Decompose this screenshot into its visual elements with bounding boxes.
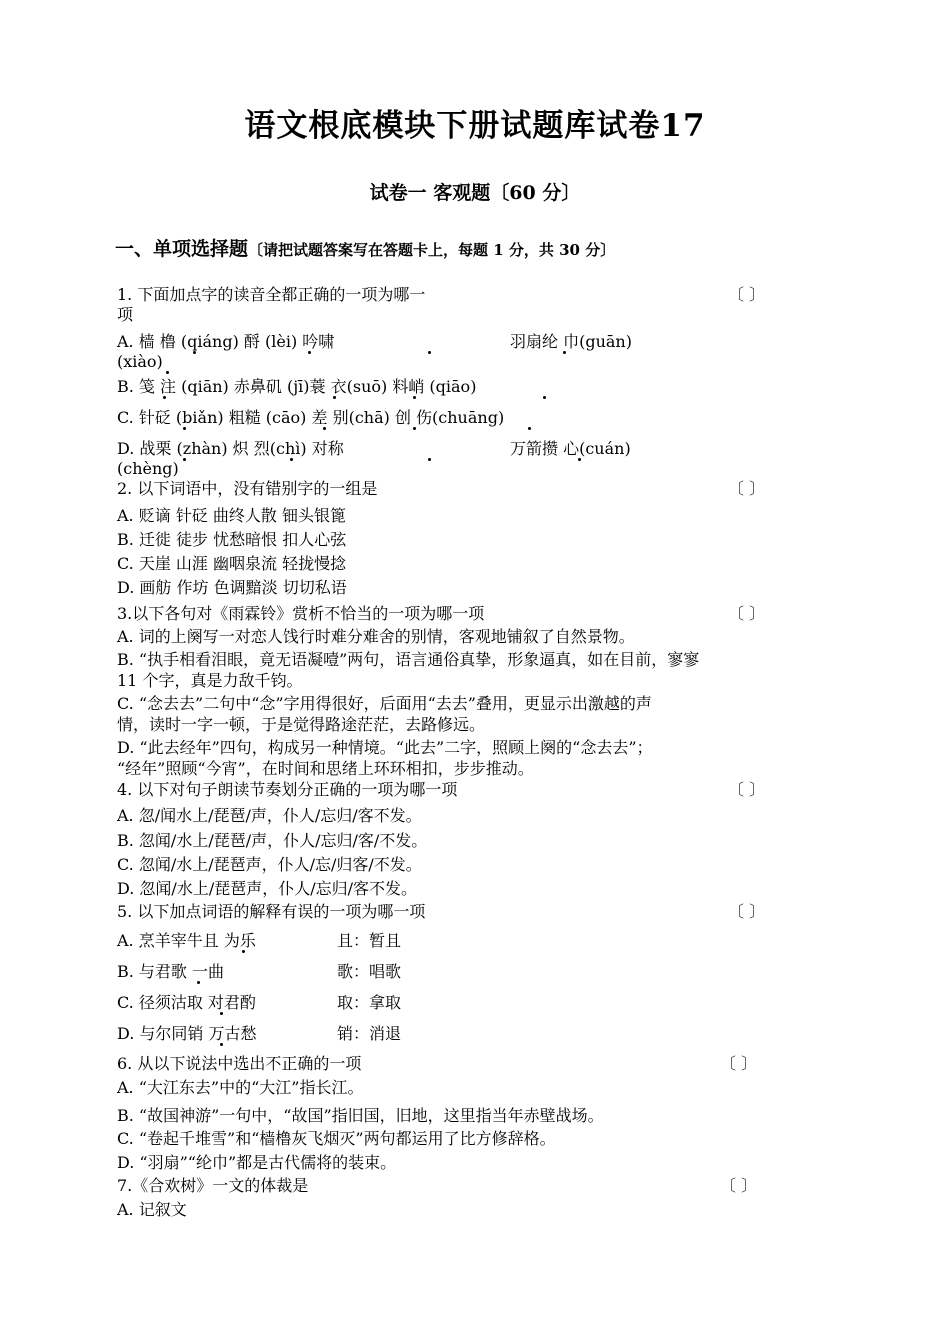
q1-option-c: C. 针砭 (biǎn) 粗糙 (cāo) 差 别(chā) 创 伤(chuāng) xyxy=(117,408,505,427)
q5-option-a-meaning: 且：暂且 xyxy=(337,931,402,950)
q3-option-b-wrap: 11 个字，真是力敌千钧。 xyxy=(117,671,303,690)
q1-stem-wrap: 项 xyxy=(117,305,134,324)
q2-option-d: D. 画舫 作坊 色调黯淡 切切私语 xyxy=(117,578,347,597)
q3-option-a: A. 词的上阕写一对恋人饯行时难分难舍的别情，客观地铺叙了自然景物。 xyxy=(117,627,635,646)
q1-option-a xyxy=(117,332,334,352)
q4-option-d: D. 忽闻/水上/琵琶声，仆人/忘归/客不发。 xyxy=(117,879,417,898)
q7-option-a: A. 记叙文 xyxy=(117,1200,187,1219)
q5-option-d-meaning: 销：消退 xyxy=(337,1024,402,1043)
q1-option-d-part2: 万箭攒 心(cuán) xyxy=(510,439,631,458)
q5-option-b: B. 与君歌 一曲 xyxy=(117,962,225,981)
q4-option-a: A. 忽/闻水上/琵琶/声，仆人/忘归/客不发。 xyxy=(117,806,422,825)
q5-option-c: C. 径须沽取 对君酌 xyxy=(117,993,256,1012)
q4-answer-paren: 〔 〕 xyxy=(728,780,766,799)
q5-answer-paren: 〔 〕 xyxy=(728,902,766,921)
q6-option-d: D. “羽扇”“纶巾”都是古代儒将的装束。 xyxy=(117,1153,397,1172)
section-heading xyxy=(115,234,615,261)
q5-option-a: A. 烹羊宰牛且 为乐 xyxy=(117,931,256,950)
q3-option-c: C. “念去去”二句中“念”字用得很好，后面用“去去”叠用，更显示出激越的声 xyxy=(117,694,652,713)
q5-stem: 5. 以下加点词语的解释有误的一项为哪一项 xyxy=(117,902,426,921)
q2-answer-paren: 〔 〕 xyxy=(728,479,766,498)
q2-stem: 2. 以下词语中，没有错别字的一组是 xyxy=(117,479,378,498)
q3-option-d-wrap: “经年”照顾“今宵”，在时间和思绪上环环相扣，步步推动。 xyxy=(117,759,534,778)
q2-option-b: B. 迁徙 徒步 忧愁暗恨 扣人心弦 xyxy=(117,530,347,549)
q3-answer-paren: 〔 〕 xyxy=(728,604,766,623)
q1-option-a-part2: 羽扇纶 巾(guān) xyxy=(510,332,632,351)
q6-option-a: A. “大江东去”中的“大江”指长江。 xyxy=(117,1078,364,1097)
q1-answer-paren: 〔 〕 xyxy=(728,285,766,304)
page-title: 语文根底模块下册试题库试卷17 xyxy=(244,108,706,144)
section-note: 〔请把试题答案写在答题卡上，每题 1 分，共 30 分〕 xyxy=(248,241,616,259)
q3-option-c-wrap: 情，读时一字一顿，于是觉得路途茫茫，去路修远。 xyxy=(117,715,486,734)
q1-option-a-wrap: (xiào) xyxy=(117,352,163,371)
q1-option-d: D. 战栗 (zhàn) 炽 烈(chì) 对称 xyxy=(117,439,344,458)
section-title: 一、单项选择题 xyxy=(115,238,249,260)
q7-stem: 7.《合欢树》一文的体裁是 xyxy=(117,1176,309,1195)
q4-option-c: C. 忽闻/水上/琵琶声，仆人/忘/归客/不发。 xyxy=(117,855,422,874)
q2-option-c: C. 天崖 山涯 幽咽泉流 轻拢慢捻 xyxy=(117,554,347,573)
q5-option-c-meaning: 取：拿取 xyxy=(337,993,402,1012)
q1-option-d-wrap: (chèng) xyxy=(117,459,179,478)
q3-option-b: B. “执手相看泪眼，竟无语凝噎”两句，语言通俗真挚，形象逼真，如在目前，寥寥 xyxy=(117,650,700,669)
paper-subtitle: 试卷一 客观题〔60 分〕 xyxy=(369,182,581,204)
q6-option-b: B. “故国神游”一句中，“故国”指旧国，旧地，这里指当年赤壁战场。 xyxy=(117,1106,604,1125)
q6-option-c: C. “卷起千堆雪”和“樯橹灰飞烟灭”两句都运用了比方修辞格。 xyxy=(117,1129,556,1148)
q1-option-a-text: A. 樯 橹 (qiáng) 酹 (lèi) 吟啸 xyxy=(117,332,335,351)
q5-option-b-meaning: 歌：唱歌 xyxy=(337,962,402,981)
q1-option-b: B. 笺 注 (qiān) 赤鼻矶 (jī)蓑 衣(suō) 料峭 (qiāo) xyxy=(117,377,477,396)
q6-stem: 6. 从以下说法中选出不正确的一项 xyxy=(117,1054,362,1073)
q3-option-d: D. “此去经年”四句，构成另一种情境。“此去”二字，照顾上阕的“念去去”； xyxy=(117,738,653,757)
q5-option-d: D. 与尔同销 万古愁 xyxy=(117,1024,257,1043)
q1-stem: 1. 下面加点字的读音全都正确的一项为哪一 xyxy=(117,285,426,304)
q4-option-b: B. 忽闻/水上/琵琶/声，仆人/忘归/客/不发。 xyxy=(117,831,428,850)
q2-option-a: A. 贬谪 针砭 曲终人散 钿头银篦 xyxy=(117,506,346,525)
q4-stem: 4. 以下对句子朗读节奏划分正确的一项为哪一项 xyxy=(117,780,458,799)
q3-stem: 3.以下各句对《雨霖铃》赏析不恰当的一项为哪一项 xyxy=(117,604,485,623)
q7-answer-paren: 〔 〕 xyxy=(720,1176,758,1195)
q6-answer-paren: 〔 〕 xyxy=(720,1054,758,1073)
